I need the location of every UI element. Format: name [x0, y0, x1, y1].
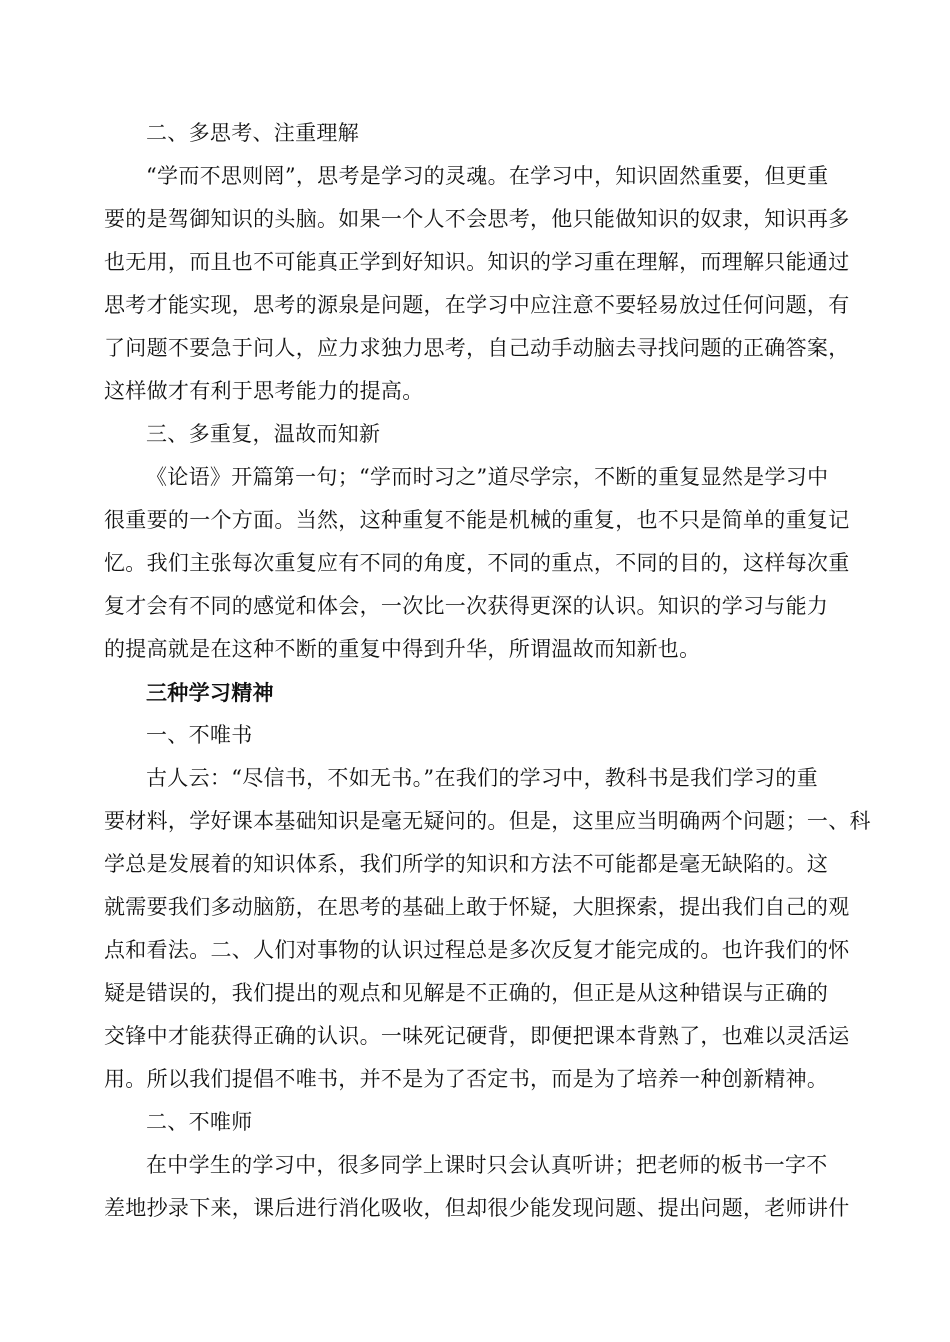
paragraph-line: 思考才能实现，思考的源泉是问题，在学习中应注意不要轻易放过任何问题，有	[104, 293, 850, 317]
paragraph-line: 了问题不要急于问人，应力求独力思考，自己动手动脑去寻找问题的正确答案，	[104, 336, 850, 360]
paragraph-line: 《论语》开篇第一句；“学而时习之”道尽学宗，不断的重复显然是学习中	[146, 465, 829, 489]
paragraph-line: 古人云：“尽信书，不如无书。”在我们的学习中，教科书是我们学习的重	[146, 766, 818, 790]
section-heading: 二、不唯师	[146, 1110, 253, 1134]
paragraph-line: 在中学生的学习中，很多同学上课时只会认真听讲；把老师的板书一字不	[146, 1153, 828, 1177]
section-heading: 三、多重复，温故而知新	[146, 422, 381, 446]
paragraph-line: 学总是发展着的知识体系，我们所学的知识和方法不可能都是毫无缺陷的。这	[104, 852, 829, 876]
paragraph-line: 要的是驾御知识的头脑。如果一个人不会思考，他只能做知识的奴隶，知识再多	[104, 207, 850, 231]
paragraph-line: 用。所以我们提倡不唯书，并不是为了否定书，而是为了培养一种创新精神。	[104, 1067, 829, 1091]
paragraph-line: 交锋中才能获得正确的认识。一味死记硬背，即便把课本背熟了，也难以灵活运	[104, 1024, 850, 1048]
paragraph-line: 差地抄录下来，课后进行消化吸收，但却很少能发现问题、提出问题，老师讲什	[104, 1196, 850, 1220]
document-body	[104, 112, 871, 1230]
chapter-heading: 三种学习精神	[146, 680, 274, 705]
paragraph-line: 的提高就是在这种不断的重复中得到升华，所谓温故而知新也。	[104, 637, 701, 661]
paragraph-line: 也无用，而且也不可能真正学到好知识。知识的学习重在理解，而理解只能通过	[104, 250, 850, 274]
paragraph-line: “学而不思则罔”，思考是学习的灵魂。在学习中，知识固然重要，但更重	[146, 164, 829, 188]
paragraph-line: 要材料，学好课本基础知识是毫无疑问的。但是，这里应当明确两个问题；一、科	[104, 809, 871, 833]
paragraph-line: 复才会有不同的感觉和体会，一次比一次获得更深的认识。知识的学习与能力	[104, 594, 829, 618]
section-heading: 一、不唯书	[146, 723, 253, 747]
paragraph-line: 很重要的一个方面。当然，这种重复不能是机械的重复，也不只是简单的重复记	[104, 508, 850, 532]
paragraph-line: 忆。我们主张每次重复应有不同的角度，不同的重点，不同的目的，这样每次重	[104, 551, 850, 575]
paragraph-line: 就需要我们多动脑筋，在思考的基础上敢于怀疑，大胆探索，提出我们自己的观	[104, 895, 850, 919]
paragraph-line: 疑是错误的，我们提出的观点和见解是不正确的，但正是从这种错误与正确的	[104, 981, 829, 1005]
paragraph-line: 这样做才有利于思考能力的提高。	[104, 379, 424, 403]
section-heading: 二、多思考、注重理解	[146, 121, 359, 145]
paragraph-line: 点和看法。二、人们对事物的认识过程总是多次反复才能完成的。也许我们的怀	[104, 938, 850, 962]
